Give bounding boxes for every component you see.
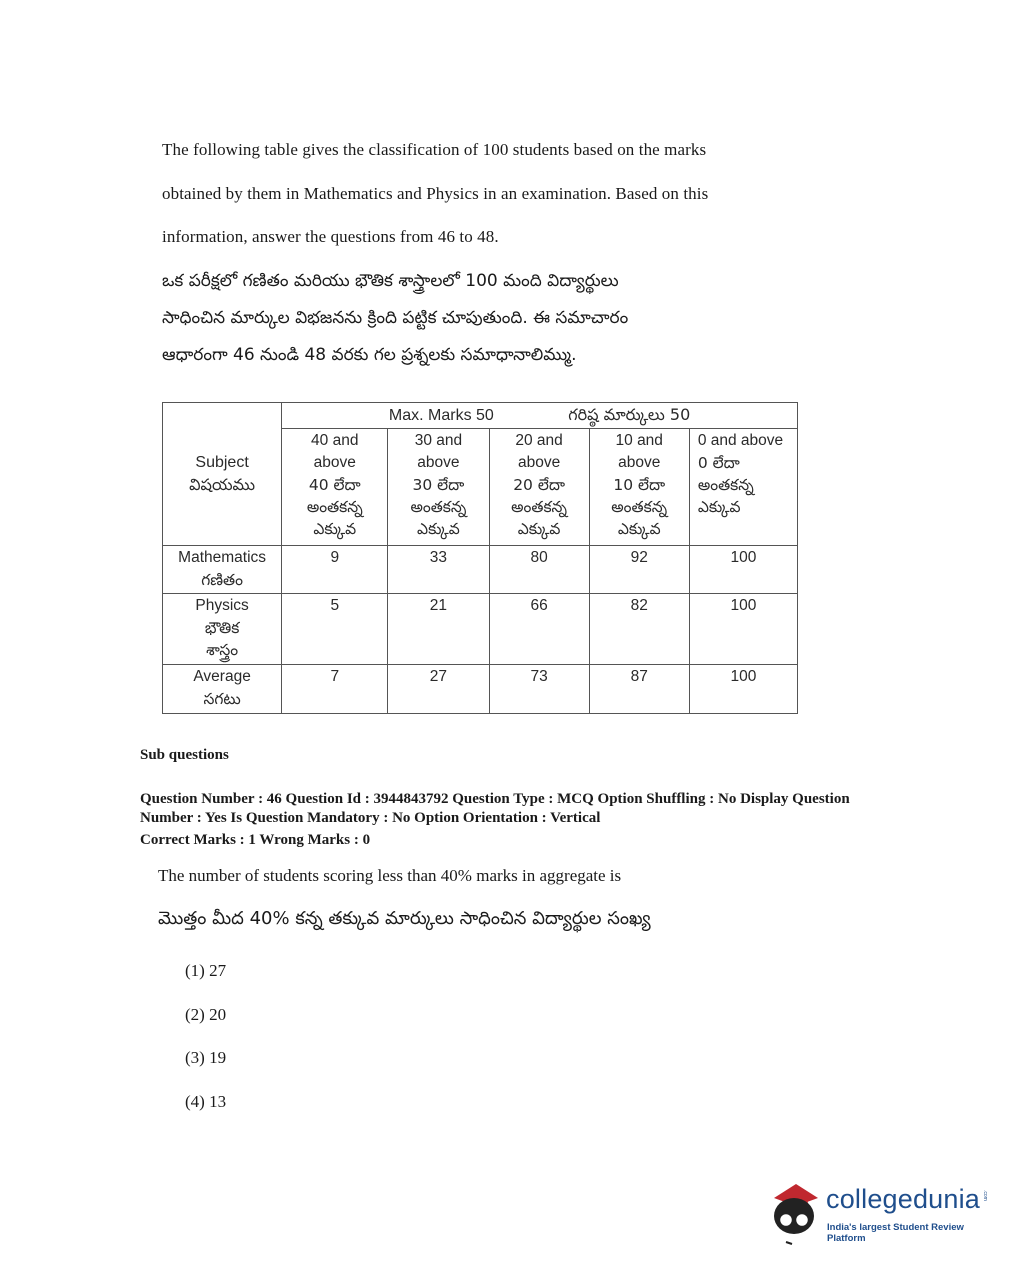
row-subject-cell: Physics భౌతిక శాస్త్రం	[163, 594, 282, 665]
max-marks-header: Max. Marks 50 గరిష్ఠ మార్కులు 50	[282, 403, 798, 429]
intro-english-line: The following table gives the classification of 100 students based on the marks	[162, 140, 707, 159]
brand-name: collegedunia	[826, 1184, 981, 1214]
answer-option[interactable]: (3) 19	[185, 1048, 227, 1067]
question-metadata	[140, 790, 920, 850]
value-cell: 82	[589, 594, 689, 665]
column-header: 10 and above 10 లేదా అంతకన్న ఎక్కువ	[589, 429, 689, 546]
collegedunia-logo	[766, 1176, 996, 1248]
intro-telugu-line: ఆధారంగా 46 నుండి 48 వరకు గల ప్రశ్నలకు సమాధానాలిమ్ము.	[162, 344, 577, 365]
subject-header-cell: Subject విషయము	[163, 403, 282, 546]
column-header: 20 and above 20 లేదా అంతకన్న ఎక్కువ	[489, 429, 589, 546]
intro-block	[162, 128, 812, 374]
value-cell: 27	[388, 665, 489, 714]
intro-english-line: obtained by them in Mathematics and Physics in an examination. Based on this	[162, 183, 709, 203]
brand-tagline: India's largest Student Review Platform	[827, 1222, 964, 1244]
value-cell: 92	[589, 545, 689, 594]
value-cell: 33	[388, 545, 489, 594]
table-header-max-marks-row	[163, 403, 798, 429]
value-cell: 80	[489, 545, 589, 594]
column-header: 0 and above 0 లేదా అంతకన్న ఎక్కువ	[689, 429, 797, 546]
question-meta-line: Question Number : 46 Question Id : 3944843792 Question Type : MCQ Option Shuffling : No Display Question	[140, 791, 850, 807]
value-cell: 66	[489, 594, 589, 665]
column-header: 40 and above 40 లేదా అంతకన్న ఎక్కువ	[282, 429, 388, 546]
value-cell: 100	[689, 594, 797, 665]
value-cell: 73	[489, 665, 589, 714]
row-subject-cell: Average సగటు	[163, 665, 282, 714]
intro-english-line: information, answer the questions from 46 to 48.	[162, 227, 499, 246]
question-text-english: The number of students scoring less than 40% marks in aggregate is	[158, 866, 622, 885]
value-cell: 21	[388, 594, 489, 665]
value-cell: 87	[589, 665, 689, 714]
question-text-telugu: మొత్తం మీద 40% కన్న తక్కువ మార్కులు సాధించిన విద్యార్థుల సంఖ్య	[158, 908, 651, 929]
table-row	[163, 665, 798, 714]
column-header: 30 and above 30 లేదా అంతకన్న ఎక్కువ	[388, 429, 489, 546]
value-cell: 100	[689, 665, 797, 714]
question-meta-line: Number : Yes Is Question Mandatory : No Option Orientation : Vertical	[140, 810, 601, 826]
row-subject-cell: Mathematics గణితం	[163, 545, 282, 594]
answer-option[interactable]: (4) 13	[185, 1091, 227, 1111]
answer-option[interactable]: (2) 20	[185, 1004, 227, 1024]
answer-option[interactable]: (1) 27	[185, 961, 227, 980]
value-cell: 9	[282, 545, 388, 594]
marks-classification-table	[162, 402, 798, 714]
table-row	[163, 545, 798, 594]
value-cell: 5	[282, 594, 388, 665]
table-row	[163, 594, 798, 665]
brand-dotcom: .com	[982, 1190, 988, 1201]
student-mascot-icon	[766, 1176, 826, 1248]
marks-info: Correct Marks : 1 Wrong Marks : 0	[140, 832, 371, 848]
intro-telugu-line: సాధించిన మార్కుల విభజనను క్రింది పట్టిక చూపుతుంది. ఈ సమాచారం	[162, 307, 629, 328]
intro-telugu-line: ఒక పరీక్షలో గణితం మరియు భౌతిక శాస్త్రాలలో 100 మంది విద్యార్థులు	[162, 270, 619, 291]
sub-questions-label: Sub questions	[140, 747, 229, 763]
value-cell: 100	[689, 545, 797, 594]
answer-options	[185, 960, 226, 1134]
value-cell: 7	[282, 665, 388, 714]
